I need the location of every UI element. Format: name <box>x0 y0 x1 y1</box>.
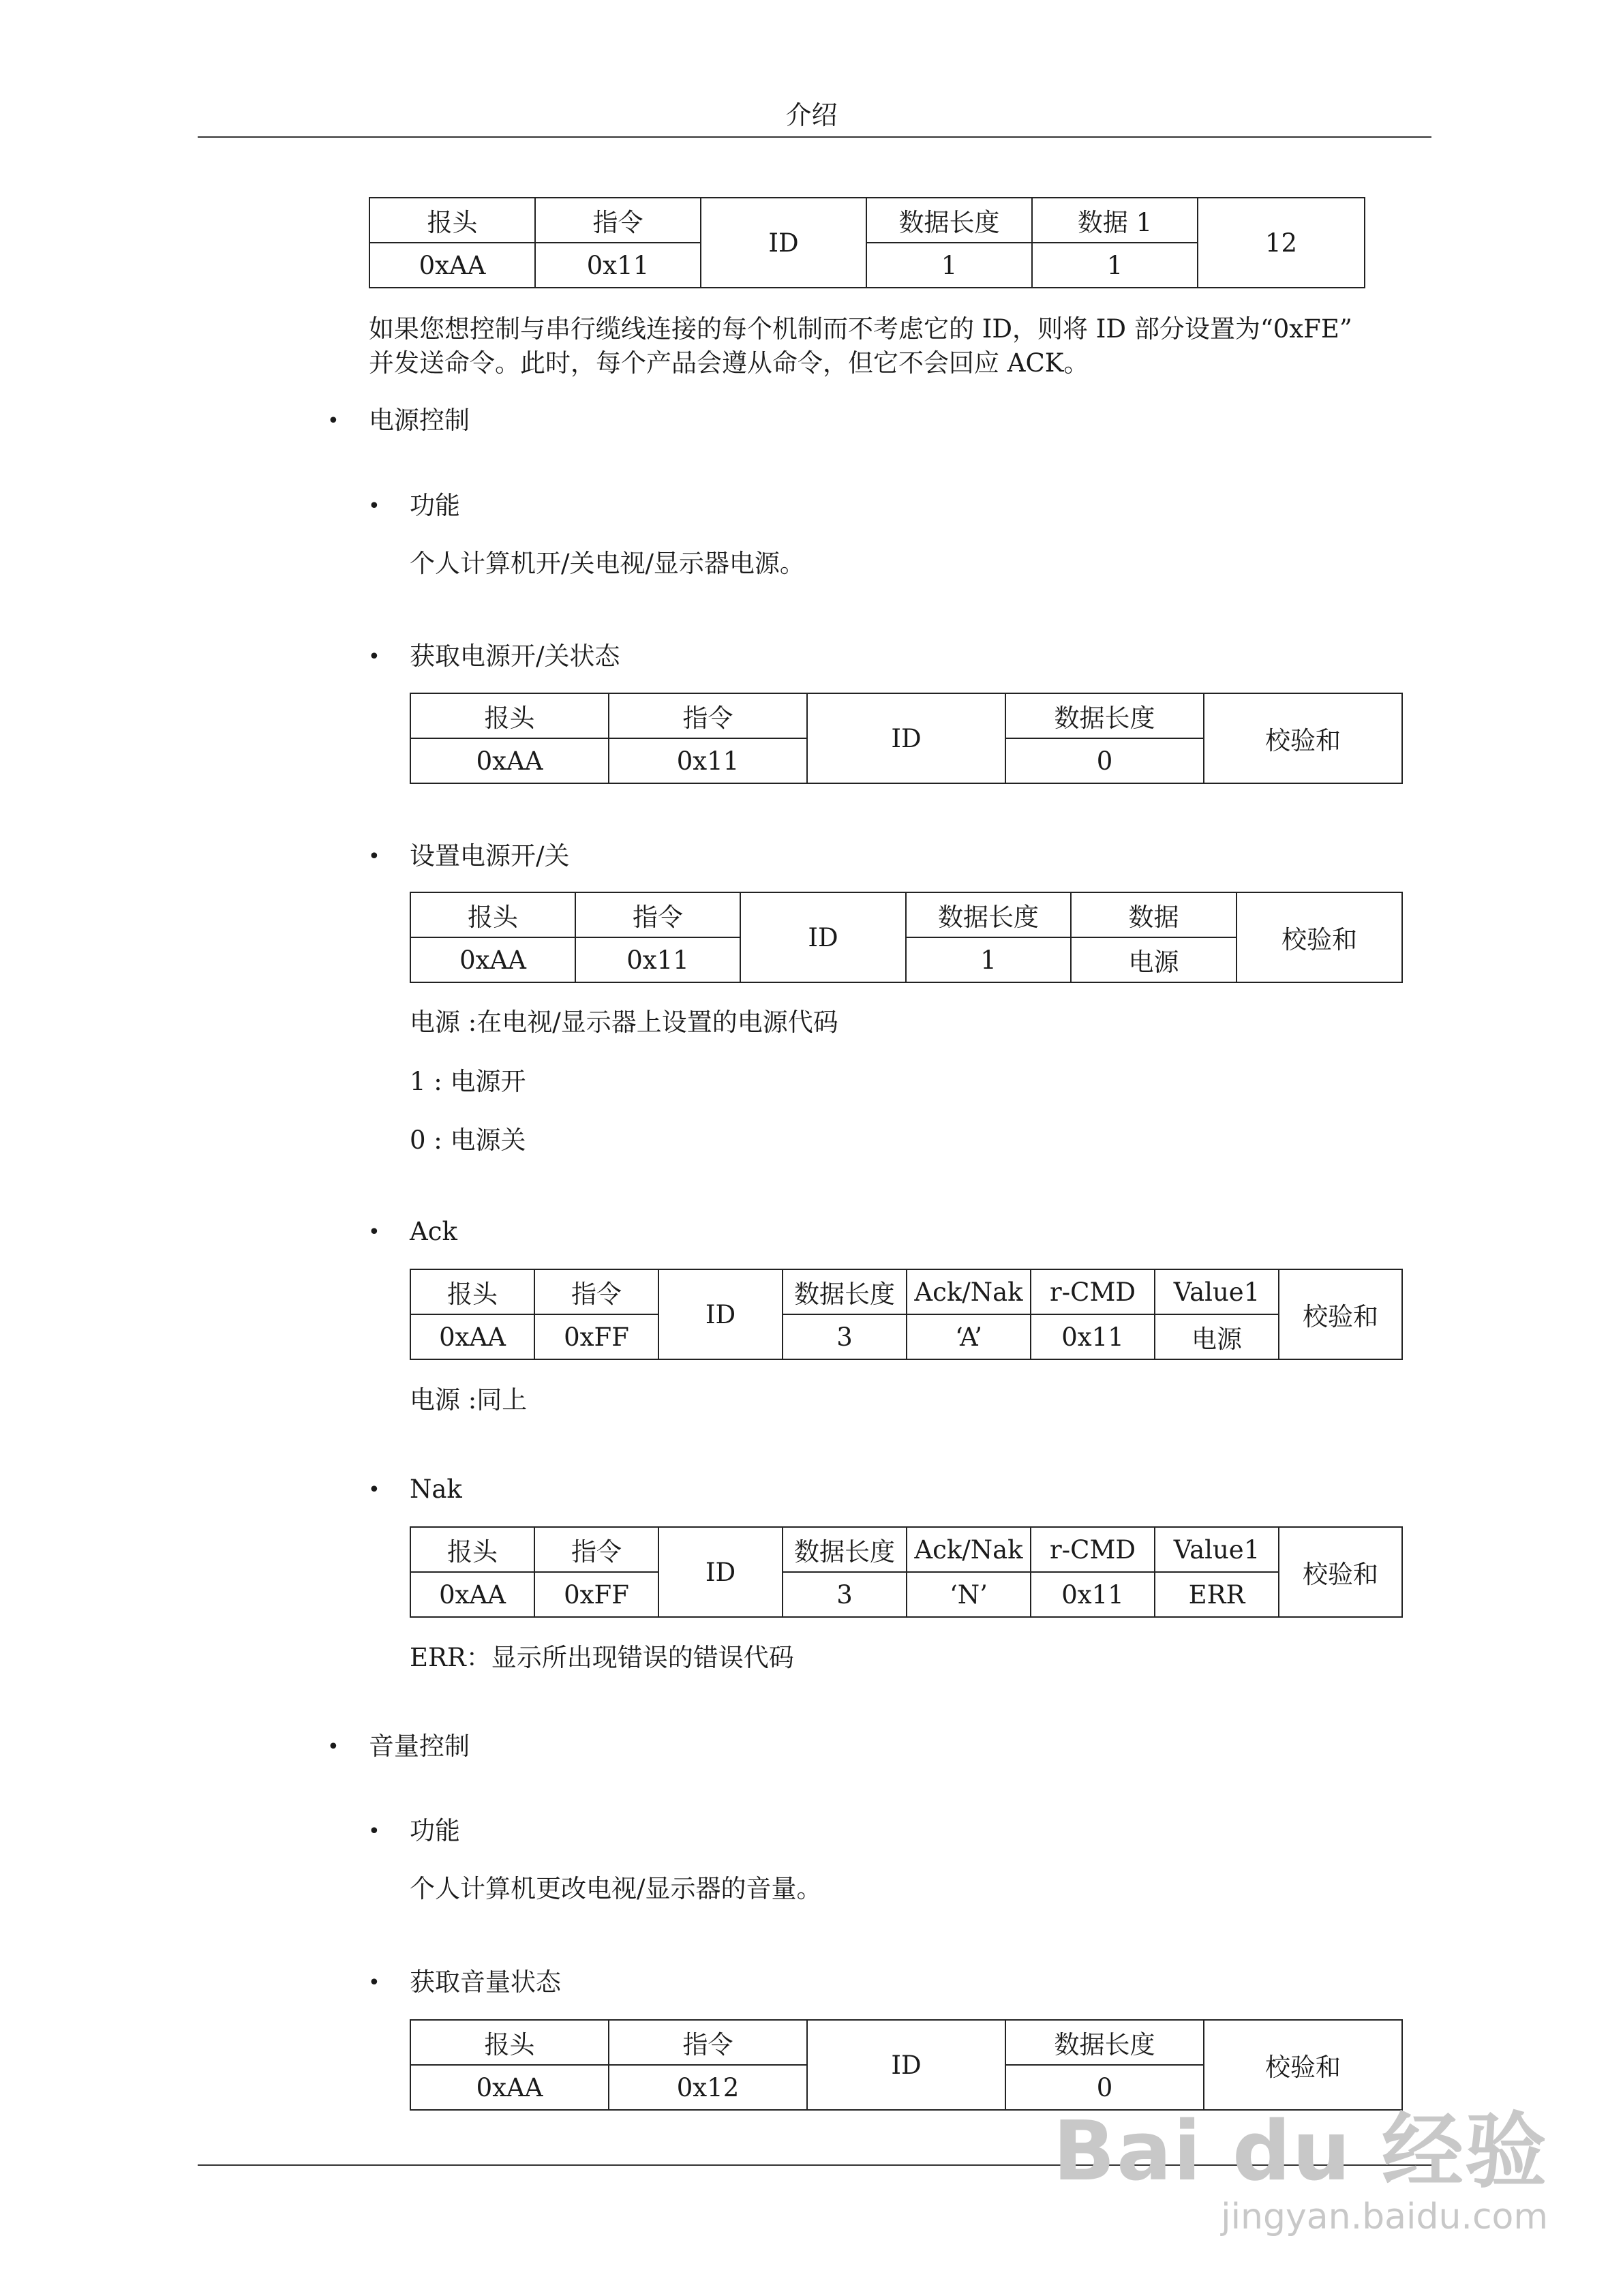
table-header-cell: 报头 <box>410 693 609 738</box>
table-cell: 0xAA <box>410 2065 609 2110</box>
power-set-label: 设置电源开/关 <box>410 841 570 871</box>
table-header-cell: 报头 <box>410 1527 534 1572</box>
table-cell: 0xAA <box>410 738 609 783</box>
power-function-desc: 个人计算机开/关电视/显示器电源。 <box>410 549 805 578</box>
table-header-cell: 数据长度 <box>783 1527 907 1572</box>
table-header-cell: r-CMD <box>1031 1527 1155 1572</box>
table-header-cell: ID <box>807 693 1005 783</box>
ack-table <box>410 1269 1403 1360</box>
table-header-cell: 报头 <box>410 2020 609 2065</box>
bullet-icon: • <box>327 1735 339 1759</box>
table-header-cell: 校验和 <box>1204 2020 1402 2110</box>
table-header-cell: 数据长度 <box>906 892 1071 937</box>
table-cell: 0xAA <box>410 1572 534 1617</box>
table-header-cell: 指令 <box>575 892 740 937</box>
table-header-cell: 数据 <box>1071 892 1237 937</box>
ack-note: 电源 :同上 <box>410 1385 528 1415</box>
table-header-cell: 报头 <box>369 198 535 243</box>
table-cell: 0x12 <box>609 2065 807 2110</box>
table-cell: 0xAA <box>369 243 535 288</box>
table-cell: 3 <box>783 1314 907 1359</box>
nak-label: Nak <box>410 1475 462 1504</box>
table-cell: 1 <box>906 937 1071 982</box>
table-header-cell: 指令 <box>609 693 807 738</box>
table-header-cell: 报头 <box>410 892 575 937</box>
watermark-url: jingyan.baidu.com <box>1221 2196 1548 2237</box>
page-header-title: 介绍 <box>785 100 838 130</box>
table-cell: ‘N’ <box>907 1572 1031 1617</box>
intro-command-table <box>369 197 1365 288</box>
power-note-line: 电源 :在电视/显示器上设置的电源代码 <box>410 1008 838 1037</box>
bullet-icon: • <box>368 1971 380 1995</box>
table-cell: 0xFF <box>534 1572 658 1617</box>
table-header-cell: r-CMD <box>1031 1269 1155 1314</box>
table-header-cell: 数据长度 <box>783 1269 907 1314</box>
table-header-cell: 数据长度 <box>866 198 1032 243</box>
table-header-cell: 校验和 <box>1204 693 1402 783</box>
bullet-icon: • <box>327 409 339 433</box>
table-header-cell: 数据 1 <box>1032 198 1198 243</box>
table-cell: ‘A’ <box>907 1314 1031 1359</box>
intro-paragraph-line: 如果您想控制与串行缆线连接的每个机制而不考虑它的 ID，则将 ID 部分设置为“0xFE” <box>369 314 1352 344</box>
table-header-cell: ID <box>701 198 866 288</box>
table-header-cell: 校验和 <box>1279 1527 1402 1617</box>
table-header-cell: ID <box>658 1269 783 1359</box>
table-header-cell: 数据长度 <box>1005 2020 1204 2065</box>
section-title-volume: 音量控制 <box>369 1732 470 1761</box>
table-header-cell: 校验和 <box>1237 892 1402 982</box>
table-cell: 1 <box>866 243 1032 288</box>
table-cell: 1 <box>1032 243 1198 288</box>
header-rule <box>198 136 1431 138</box>
table-header-cell: 指令 <box>534 1527 658 1572</box>
table-header-cell: ID <box>740 892 906 982</box>
table-cell: 0 <box>1005 738 1204 783</box>
volume-function-desc: 个人计算机更改电视/显示器的音量。 <box>410 1874 822 1903</box>
table-cell: 0 <box>1005 2065 1204 2110</box>
section-title-power: 电源控制 <box>369 406 470 435</box>
table-cell: 0x11 <box>1031 1314 1155 1359</box>
table-cell: 0xAA <box>410 937 575 982</box>
volume-function-label: 功能 <box>410 1816 460 1845</box>
table-header-cell: 12 <box>1198 198 1365 288</box>
table-cell: 0x11 <box>1031 1572 1155 1617</box>
table-header-cell: 指令 <box>609 2020 807 2065</box>
table-header-cell: Ack/Nak <box>907 1269 1031 1314</box>
nak-table <box>410 1526 1403 1618</box>
table-header-cell: 校验和 <box>1279 1269 1402 1359</box>
table-header-cell: 指令 <box>534 1269 658 1314</box>
table-cell: 0xAA <box>410 1314 534 1359</box>
ack-label: Ack <box>410 1217 457 1246</box>
baidu-jingyan-watermark <box>1053 2086 1548 2237</box>
table-cell: 0xFF <box>534 1314 658 1359</box>
table-header-cell: Value1 <box>1155 1527 1279 1572</box>
table-header-cell: ID <box>658 1527 783 1617</box>
nak-note: ERR：显示所出现错误的错误代码 <box>410 1643 794 1672</box>
bullet-icon: • <box>368 1220 380 1244</box>
table-header-cell: Ack/Nak <box>907 1527 1031 1572</box>
table-header-cell: 指令 <box>535 198 701 243</box>
table-header-cell: 报头 <box>410 1269 534 1314</box>
bullet-icon: • <box>368 494 380 518</box>
power-set-table <box>410 892 1403 983</box>
power-note-line: 1 : 电源开 <box>410 1067 526 1096</box>
intro-paragraph-line: 并发送命令。此时，每个产品会遵从命令，但它不会回应 ACK。 <box>369 348 1089 378</box>
table-cell: 0x11 <box>535 243 701 288</box>
bullet-icon: • <box>368 845 380 868</box>
bullet-icon: • <box>368 1819 380 1843</box>
watermark-brand: Bai du 经验 <box>1052 2104 1548 2199</box>
table-cell: 电源 <box>1071 937 1237 982</box>
table-header-cell: ID <box>807 2020 1005 2110</box>
power-get-label: 获取电源开/关状态 <box>410 641 620 671</box>
bullet-icon: • <box>368 645 380 669</box>
table-header-cell: Value1 <box>1155 1269 1279 1314</box>
table-cell: 电源 <box>1155 1314 1279 1359</box>
table-cell: ERR <box>1155 1572 1279 1617</box>
table-header-cell: 数据长度 <box>1005 693 1204 738</box>
volume-get-label: 获取音量状态 <box>410 1967 561 1997</box>
table-cell: 3 <box>783 1572 907 1617</box>
power-function-label: 功能 <box>410 491 460 520</box>
bullet-icon: • <box>368 1478 380 1502</box>
power-note-line: 0 : 电源关 <box>410 1126 526 1155</box>
table-cell: 0x11 <box>609 738 807 783</box>
power-get-table <box>410 693 1403 784</box>
table-cell: 0x11 <box>575 937 740 982</box>
